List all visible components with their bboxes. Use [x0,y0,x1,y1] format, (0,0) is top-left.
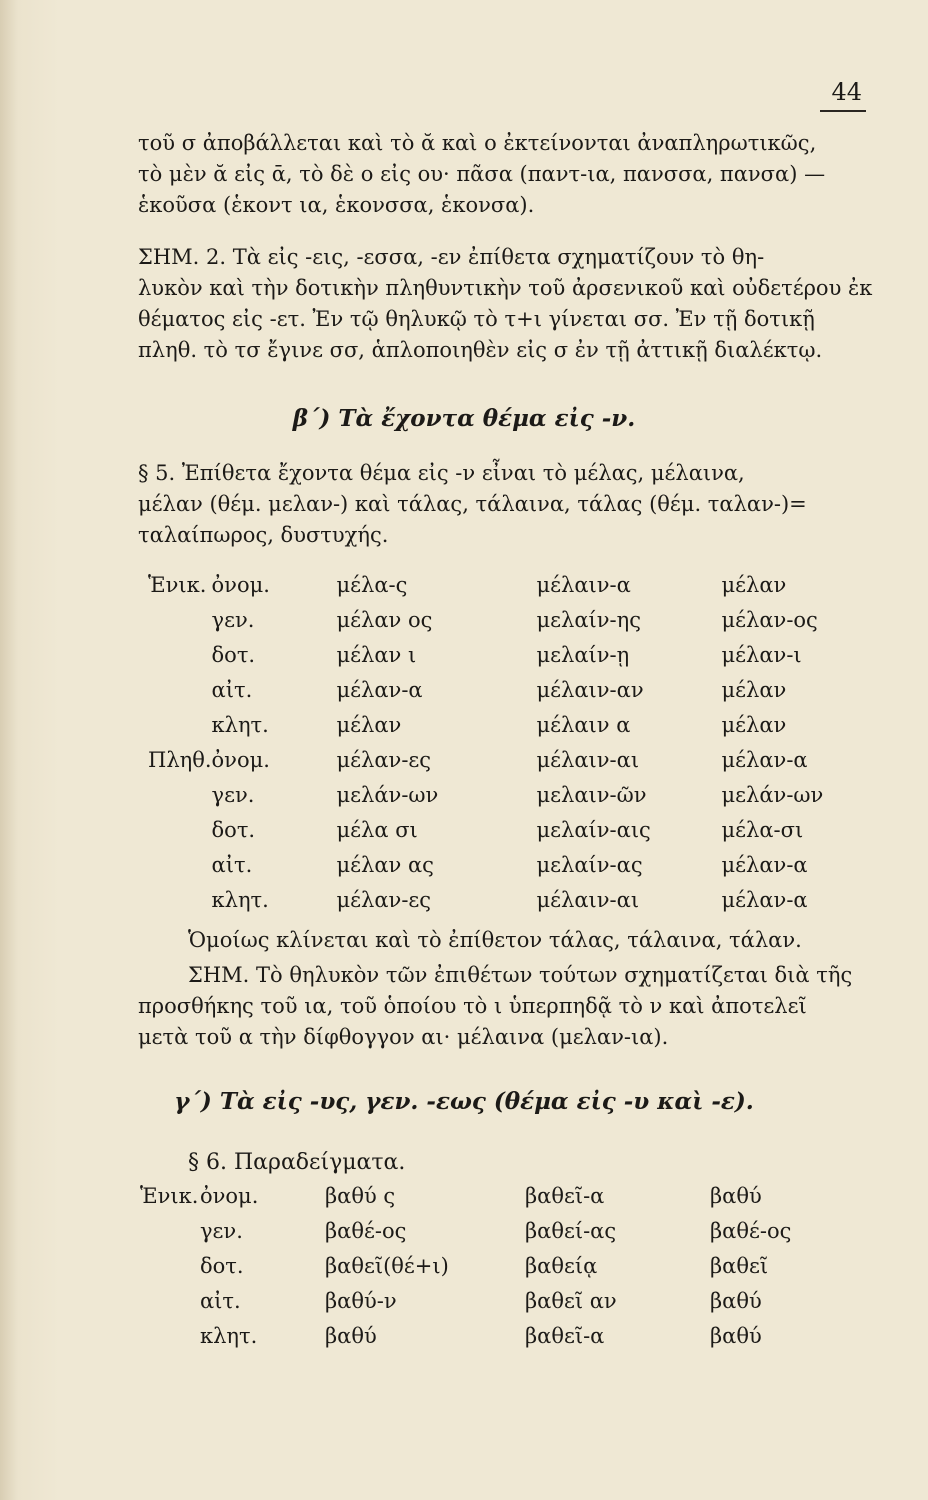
note-feminine [138,960,898,1053]
case-label: δοτ. [211,817,256,842]
masculine-form: βαθύ-ν [325,1288,397,1313]
feminine-form: μελαίν-αις [536,817,651,842]
neuter-form: μέλαν [721,712,787,737]
feminine-form: μελαίν-ας [536,852,643,877]
number-label [148,602,212,637]
case-label: αἰτ. [211,852,253,877]
text-line: ΣΗΜ. Τὸ θηλυκὸν τῶν ἐπιθέτων τούτων σχηματίζεται διὰ τῆς [188,963,853,987]
neuter-form: μέλαν [721,572,787,597]
masculine-form: μέλαν ος [336,607,433,632]
declension-row [140,1213,870,1248]
text-line: τὸ μὲν ᾰ εἰς ᾱ, τὸ δὲ ο εἰς ου· πᾶσα (παντ-ια, πανσσα, πανσα) — [138,162,826,186]
feminine-form: βαθεῖ-α [525,1323,605,1348]
declension-row [148,882,882,917]
number-label: Πληθ. [148,747,212,772]
declension-row [148,567,882,602]
neuter-form: μέλα-σι [721,817,804,842]
declension-row [148,637,882,672]
masculine-form: μέλαν-ες [336,887,432,912]
text-line: ταλαίπωρος, δυστυχής. [138,523,389,547]
text-line: μέλαν (θέμ. μελαν-) καὶ τάλας, τάλαινα, τάλας (θέμ. ταλαν-)= [138,492,807,516]
feminine-form: μελαίν-ης [536,607,641,632]
number-label [148,847,212,882]
neuter-form: μέλαν-α [721,887,808,912]
declension-table-melas [148,567,882,917]
feminine-form: μέλαιν-αν [536,677,644,702]
case-label: κλητ. [200,1323,258,1348]
text-line: μετὰ τοῦ α τὴν δίφθογγον αι· μέλαινα (μελαν-ια). [138,1025,669,1049]
case-label: αἰτ. [211,677,253,702]
number-label [148,637,212,672]
text-line: § 5. Ἐπίθετα ἔχοντα θέμα εἰς -ν εἶναι τὸ μέλας, μέλαινα, [138,461,745,485]
section-6-title: § 6. Παραδείγματα. [188,1150,406,1175]
masculine-form: βαθύ [325,1323,377,1348]
declension-row [148,672,882,707]
declension-row [148,847,882,882]
feminine-form: μέλαιν-αι [536,747,640,772]
case-label: δοτ. [200,1253,244,1278]
text-line: Ὁμοίως κλίνεται καὶ τὸ ἐπίθετον τάλας, τάλαινα, τάλαν. [188,928,802,952]
text-line: τοῦ σ ἀποβάλλεται καὶ τὸ ᾰ καὶ ο ἐκτείνονται ἀναπληρωτικῶς, [138,131,817,155]
declension-row [140,1318,870,1353]
paragraph-1 [138,128,898,221]
paragraph-section-5 [138,458,898,551]
neuter-form: βαθύ [710,1183,762,1208]
declension-row [140,1283,870,1318]
declension-row [148,742,882,777]
number-label: Ἑνικ. [148,572,207,597]
case-label: ὀνομ. [200,1183,259,1208]
masculine-form: μέλα σι [336,817,418,842]
case-label: ὀνομ. [211,572,270,597]
declension-row [140,1178,870,1213]
neuter-form: μέλαν-α [721,852,808,877]
feminine-form: μελαίν-ῃ [536,642,630,667]
declension-table-bathys [140,1178,870,1353]
masculine-form: βαθεῖ(θέ+ι) [325,1253,449,1278]
case-label: κλητ. [211,887,269,912]
neuter-form: μέλαν-α [721,747,808,772]
text-line: ἑκοῦσα (ἑκοντ ια, ἑκονσσα, ἑκονσα). [138,193,535,217]
number-label [140,1248,200,1283]
feminine-form: μελαιν-ῶν [536,782,647,807]
declension-row [148,707,882,742]
paragraph-talas [138,925,898,956]
case-label: γεν. [211,607,255,632]
neuter-form: μέλαν [721,677,787,702]
masculine-form: μέλα-ς [336,572,408,597]
text-line: λυκὸν καὶ τὴν δοτικὴν πληθυντικὴν τοῦ ἀρσενικοῦ καὶ οὐδετέρου ἐκ [138,276,873,300]
number-label [140,1318,200,1353]
feminine-form: μέλαιν-αι [536,887,640,912]
neuter-form: βαθύ [710,1288,762,1313]
declension-row [140,1248,870,1283]
case-label: γεν. [211,782,255,807]
case-label: ὀνομ. [211,747,270,772]
neuter-form: μελάν-ων [721,782,824,807]
page-number: 44 [831,78,862,106]
declension-row [148,812,882,847]
number-label [148,812,212,847]
section-heading-b: β΄) Τὰ ἔχοντα θέμα εἰς -ν. [292,405,636,432]
declension-row [148,777,882,812]
case-label: κλητ. [211,712,269,737]
masculine-form: μέλαν ας [336,852,434,877]
feminine-form: βαθείᾳ [525,1253,598,1278]
page-number-rule [820,110,866,112]
masculine-form: μέλαν-α [336,677,423,702]
number-label: Ἑνικ. [140,1183,199,1208]
neuter-form: βαθέ-ος [710,1218,792,1243]
text-line: ΣΗΜ. 2. Τὰ εἰς -εις, -εσσα, -εν ἐπίθετα σχηματίζουν τὸ θη- [138,245,765,269]
feminine-form: βαθεῖ-α [525,1183,605,1208]
case-label: δοτ. [211,642,256,667]
text-line: πληθ. τὸ τσ ἔγινε σσ, ἁπλοποιηθὲν εἰς σ ἐν τῇ ἀττικῇ διαλέκτῳ. [138,338,823,362]
masculine-form: μέλαν ι [336,642,417,667]
text-line: προσθήκης τοῦ ια, τοῦ ὁποίου τὸ ι ὑπερπηδᾷ τὸ ν καὶ ἀποτελεῖ [138,994,807,1018]
neuter-form: μέλαν-ι [721,642,802,667]
declension-row [148,602,882,637]
note-2 [138,242,898,366]
masculine-form: βαθύ ς [325,1183,396,1208]
number-label [140,1283,200,1318]
masculine-form: μέλαν-ες [336,747,432,772]
masculine-form: μελάν-ων [336,782,439,807]
section-heading-c: γ΄) Τὰ εἰς -υς, γεν. -εως (θέμα εἰς -υ καὶ -ε). [174,1088,754,1115]
case-label: αἰτ. [200,1288,241,1313]
neuter-form: βαθεῖ [710,1253,769,1278]
case-label: γεν. [200,1218,243,1243]
feminine-form: μέλαιν-α [536,572,631,597]
feminine-form: βαθεί-ας [525,1218,617,1243]
feminine-form: μέλαιν α [536,712,631,737]
text-line: θέματος εἰς -ετ. Ἐν τῷ θηλυκῷ τὸ τ+ι γίνεται σσ. Ἐν τῇ δοτικῇ [138,307,815,331]
neuter-form: μέλαν-ος [721,607,818,632]
number-label [148,672,212,707]
masculine-form: βαθέ-ος [325,1218,407,1243]
neuter-form: βαθύ [710,1323,762,1348]
feminine-form: βαθεῖ αν [525,1288,617,1313]
masculine-form: μέλαν [336,712,402,737]
number-label [148,707,212,742]
number-label [148,777,212,812]
number-label [140,1213,200,1248]
number-label [148,882,212,917]
